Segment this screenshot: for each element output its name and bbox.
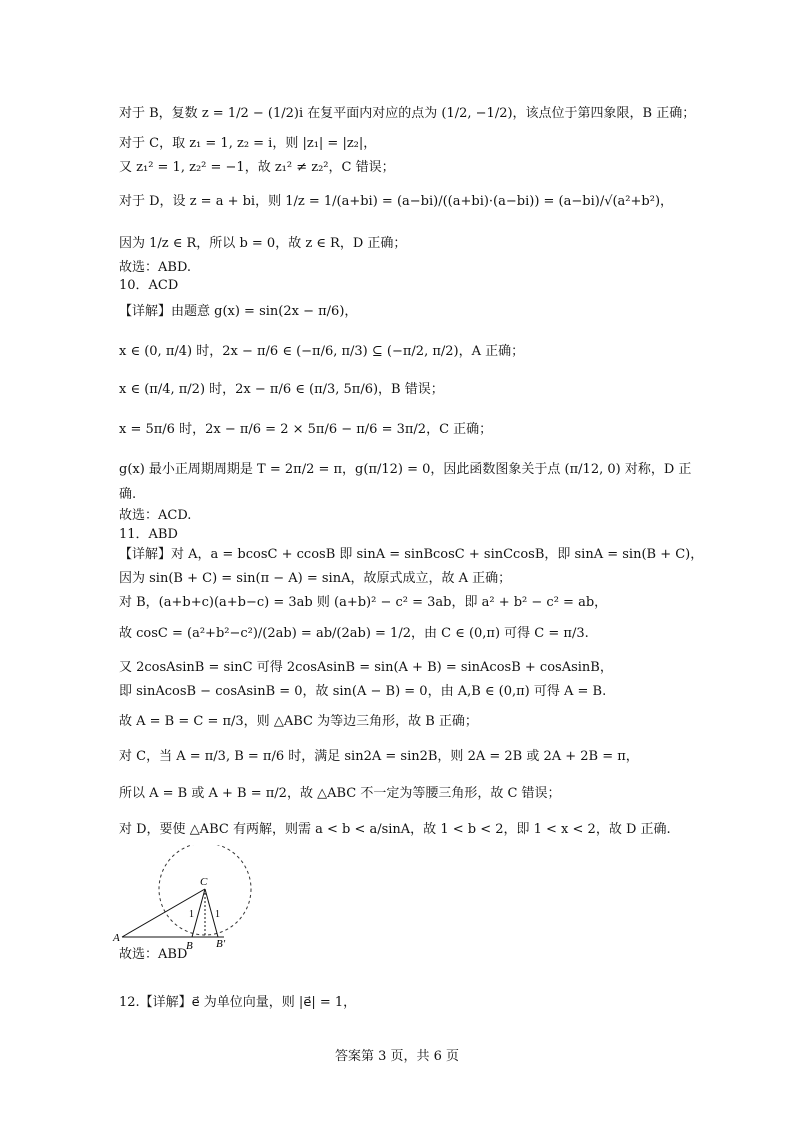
label-side-1: 1 [189,909,194,920]
line-11: g(x) 最小正周期周期是 T = 2π/2 = π，g(π/12) = 0，因此函数图象关于点 (π/12, 0) 对称，D 正 [119,462,692,477]
line-18: 故 cosC = (a²+b²−c²)/(2ab) = ab/(2ab) = 1/2，由 C ∈ (0,π) 可得 C = π/3. [119,626,589,641]
line-9: x ∈ (π/4, π/2) 时，2x − π/6 ∈ (π/3, 5π/6)，B 错误； [119,382,444,397]
triangle-circle-diagram [112,845,262,951]
line-22: 对 C，当 A = π/3, B = π/6 时，满足 sin2A = sin2B，则 2A = 2B 或 2A + 2B = π， [119,749,639,764]
line-21: 故 A = B = C = π/3，则 △ABC 为等边三角形，故 B 正确； [119,714,478,729]
line-26: 12.【详解】e⃗ 为单位向量，则 |e⃗| = 1， [119,995,357,1010]
line-4: 因为 1/z ∈ R，所以 b = 0，故 z ∈ R，D 正确； [119,236,407,251]
line-7: 【详解】由题意 g(x) = sin(2x − π/6)， [119,304,358,319]
line-1: 对于 C，取 z₁ = 1, z₂ = i，则 |z₁| = |z₂|， [119,136,377,151]
label-b-prime: B′ [216,938,226,950]
line-10: x = 5π/6 时，2x − π/6 = 2 × 5π/6 − π/6 = 3π/2，C 正确； [119,422,493,437]
line-24: 对 D，要使 △ABC 有两解，则需 a < b < a/sinA，故 1 < b < 2，即 1 < x < 2，故 D 正确. [119,822,671,837]
line-13: 故选：ACD. [119,508,192,523]
line-17: 对 B，(a+b+c)(a+b−c) = 3ab 则 (a+b)² − c² = 3ab，即 a² + b² − c² = ab， [119,595,608,610]
page-footer: 答案第 3 页，共 6 页 [334,1049,460,1064]
line-20: 即 sinAcosB − cosAsinB = 0，故 sin(A − B) = 0，由 A,B ∈ (0,π) 可得 A = B. [119,684,607,699]
line-14: 11．ABD [119,527,178,542]
line-0: 对于 B，复数 z = 1/2 − (1/2)i 在复平面内对应的点为 (1/2, −1/2)，该点位于第四象限，B 正确； [119,106,696,121]
line-6: 10．ACD [119,278,179,293]
line-19: 又 2cosAsinB = sinC 可得 2cosAsinB = sin(A + B) = sinAcosB + cosAsinB， [119,660,613,675]
label-c: C [200,876,208,888]
line-12: 确. [119,487,137,502]
line-3: 对于 D，设 z = a + bi，则 1/z = 1/(a+bi) = (a−bi)/((a+bi)·(a−bi)) = (a−bi)/√(a²+b²)， [119,194,674,209]
line-2: 又 z₁² = 1, z₂² = −1，故 z₁² ≠ z₂²，C 错误； [119,160,395,175]
line-5: 故选：ABD. [119,260,192,275]
line-15: 【详解】对 A，a = bcosC + ccosB 即 sinA = sinBcosC + sinCcosB，即 sinA = sin(B + C)， [119,547,704,562]
label-a: A [113,932,120,944]
label-side-2: 1 [215,909,220,920]
label-b: B [186,940,193,951]
line-23: 所以 A = B 或 A + B = π/2，故 △ABC 不一定为等腰三角形，故 C 错误； [119,786,561,801]
line-8: x ∈ (0, π/4) 时，2x − π/6 ∈ (−π/6, π/3) ⊆ (−π/2, π/2)，A 正确； [119,344,525,359]
line-16: 因为 sin(B + C) = sin(π − A) = sinA，故原式成立，故 A 正确； [119,571,512,586]
line-25: 故选：ABD [119,947,188,962]
